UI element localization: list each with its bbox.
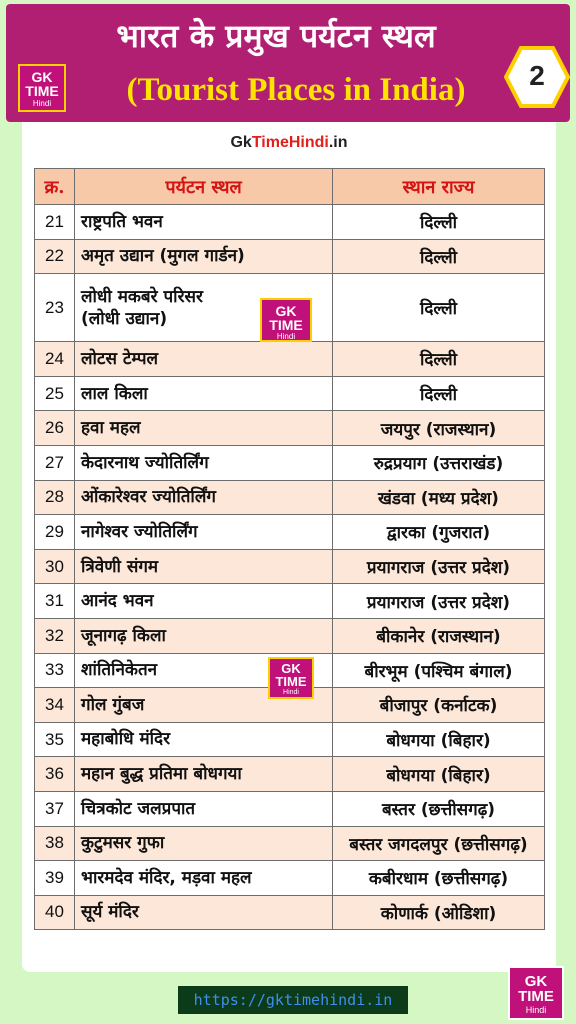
table-row: 39 भारमदेव मंदिर, मड़वा महल कबीरधाम (छत्तीसगढ़): [35, 861, 545, 896]
table-row: 25 लाल किला दिल्ली: [35, 376, 545, 411]
tourist-places-table: [34, 168, 545, 930]
table-row: 23 लोधी मकबरे परिसर (लोधी उद्यान) दिल्ली: [35, 274, 545, 342]
gk-time-logo: GK TIME Hindi: [18, 64, 66, 112]
table-row: 27 केदारनाथ ज्योतिर्लिंग रुद्रप्रयाग (उत्तराखंड): [35, 445, 545, 480]
table-row: 35 महाबोधि मंदिर बोधगया (बिहार): [35, 722, 545, 757]
table-row: 22 अमृत उद्यान (मुगल गार्डन) दिल्ली: [35, 239, 545, 274]
gk-time-logo: GK TIME Hindi: [260, 298, 312, 342]
gk-time-logo: GK TIME Hindi: [508, 966, 564, 1020]
table-row: 26 हवा महल जयपुर (राजस्थान): [35, 411, 545, 446]
website-link[interactable]: https://gktimehindi.in: [178, 986, 408, 1014]
table-row: 24 लोटस टेम्पल दिल्ली: [35, 342, 545, 377]
table-row: 33 शांतिनिकेतन बीरभूम (पश्चिम बंगाल): [35, 653, 545, 688]
gk-time-logo: GK TIME Hindi: [268, 657, 314, 699]
table-row: 38 कुटुमसर गुफा बस्तर जगदलपुर (छत्तीसगढ़): [35, 826, 545, 861]
table-row: 21 राष्ट्रपति भवन दिल्ली: [35, 205, 545, 240]
page-number: 2: [529, 60, 545, 91]
header-banner: [6, 4, 570, 122]
table-row: 28 ओंकारेश्वर ज्योतिर्लिंग खंडवा (मध्य प्रदेश): [35, 480, 545, 515]
header-place: पर्यटन स्थल: [75, 169, 333, 205]
title-hindi: भारत के प्रमुख पर्यटन स्थल: [116, 17, 436, 55]
page-number-badge: [504, 46, 570, 108]
table-row: 37 चित्रकोट जलप्रपात बस्तर (छत्तीसगढ़): [35, 791, 545, 826]
table-row: 30 त्रिवेणी संगम प्रयागराज (उत्तर प्रदेश): [35, 549, 545, 584]
title-english: (Tourist Places in India): [126, 72, 466, 108]
table-row: 36 महान बुद्ध प्रतिमा बोधगया बोधगया (बिहार): [35, 757, 545, 792]
table-row: 32 जूनागढ़ किला बीकानेर (राजस्थान): [35, 618, 545, 653]
table-row: 40 सूर्य मंदिर कोणार्क (ओडिशा): [35, 895, 545, 930]
site-name: GkTimeHindi.in: [230, 134, 348, 151]
content-panel: [22, 122, 556, 972]
table-row: 31 आनंद भवन प्रयागराज (उत्तर प्रदेश): [35, 584, 545, 619]
table-row: 29 नागेश्वर ज्योतिर्लिंग द्वारका (गुजरात): [35, 515, 545, 550]
table-row: 34 गोल गुंबज बीजापुर (कर्नाटक): [35, 688, 545, 723]
header-serial: क्र.: [35, 169, 75, 205]
header-state: स्थान राज्य: [333, 169, 545, 205]
